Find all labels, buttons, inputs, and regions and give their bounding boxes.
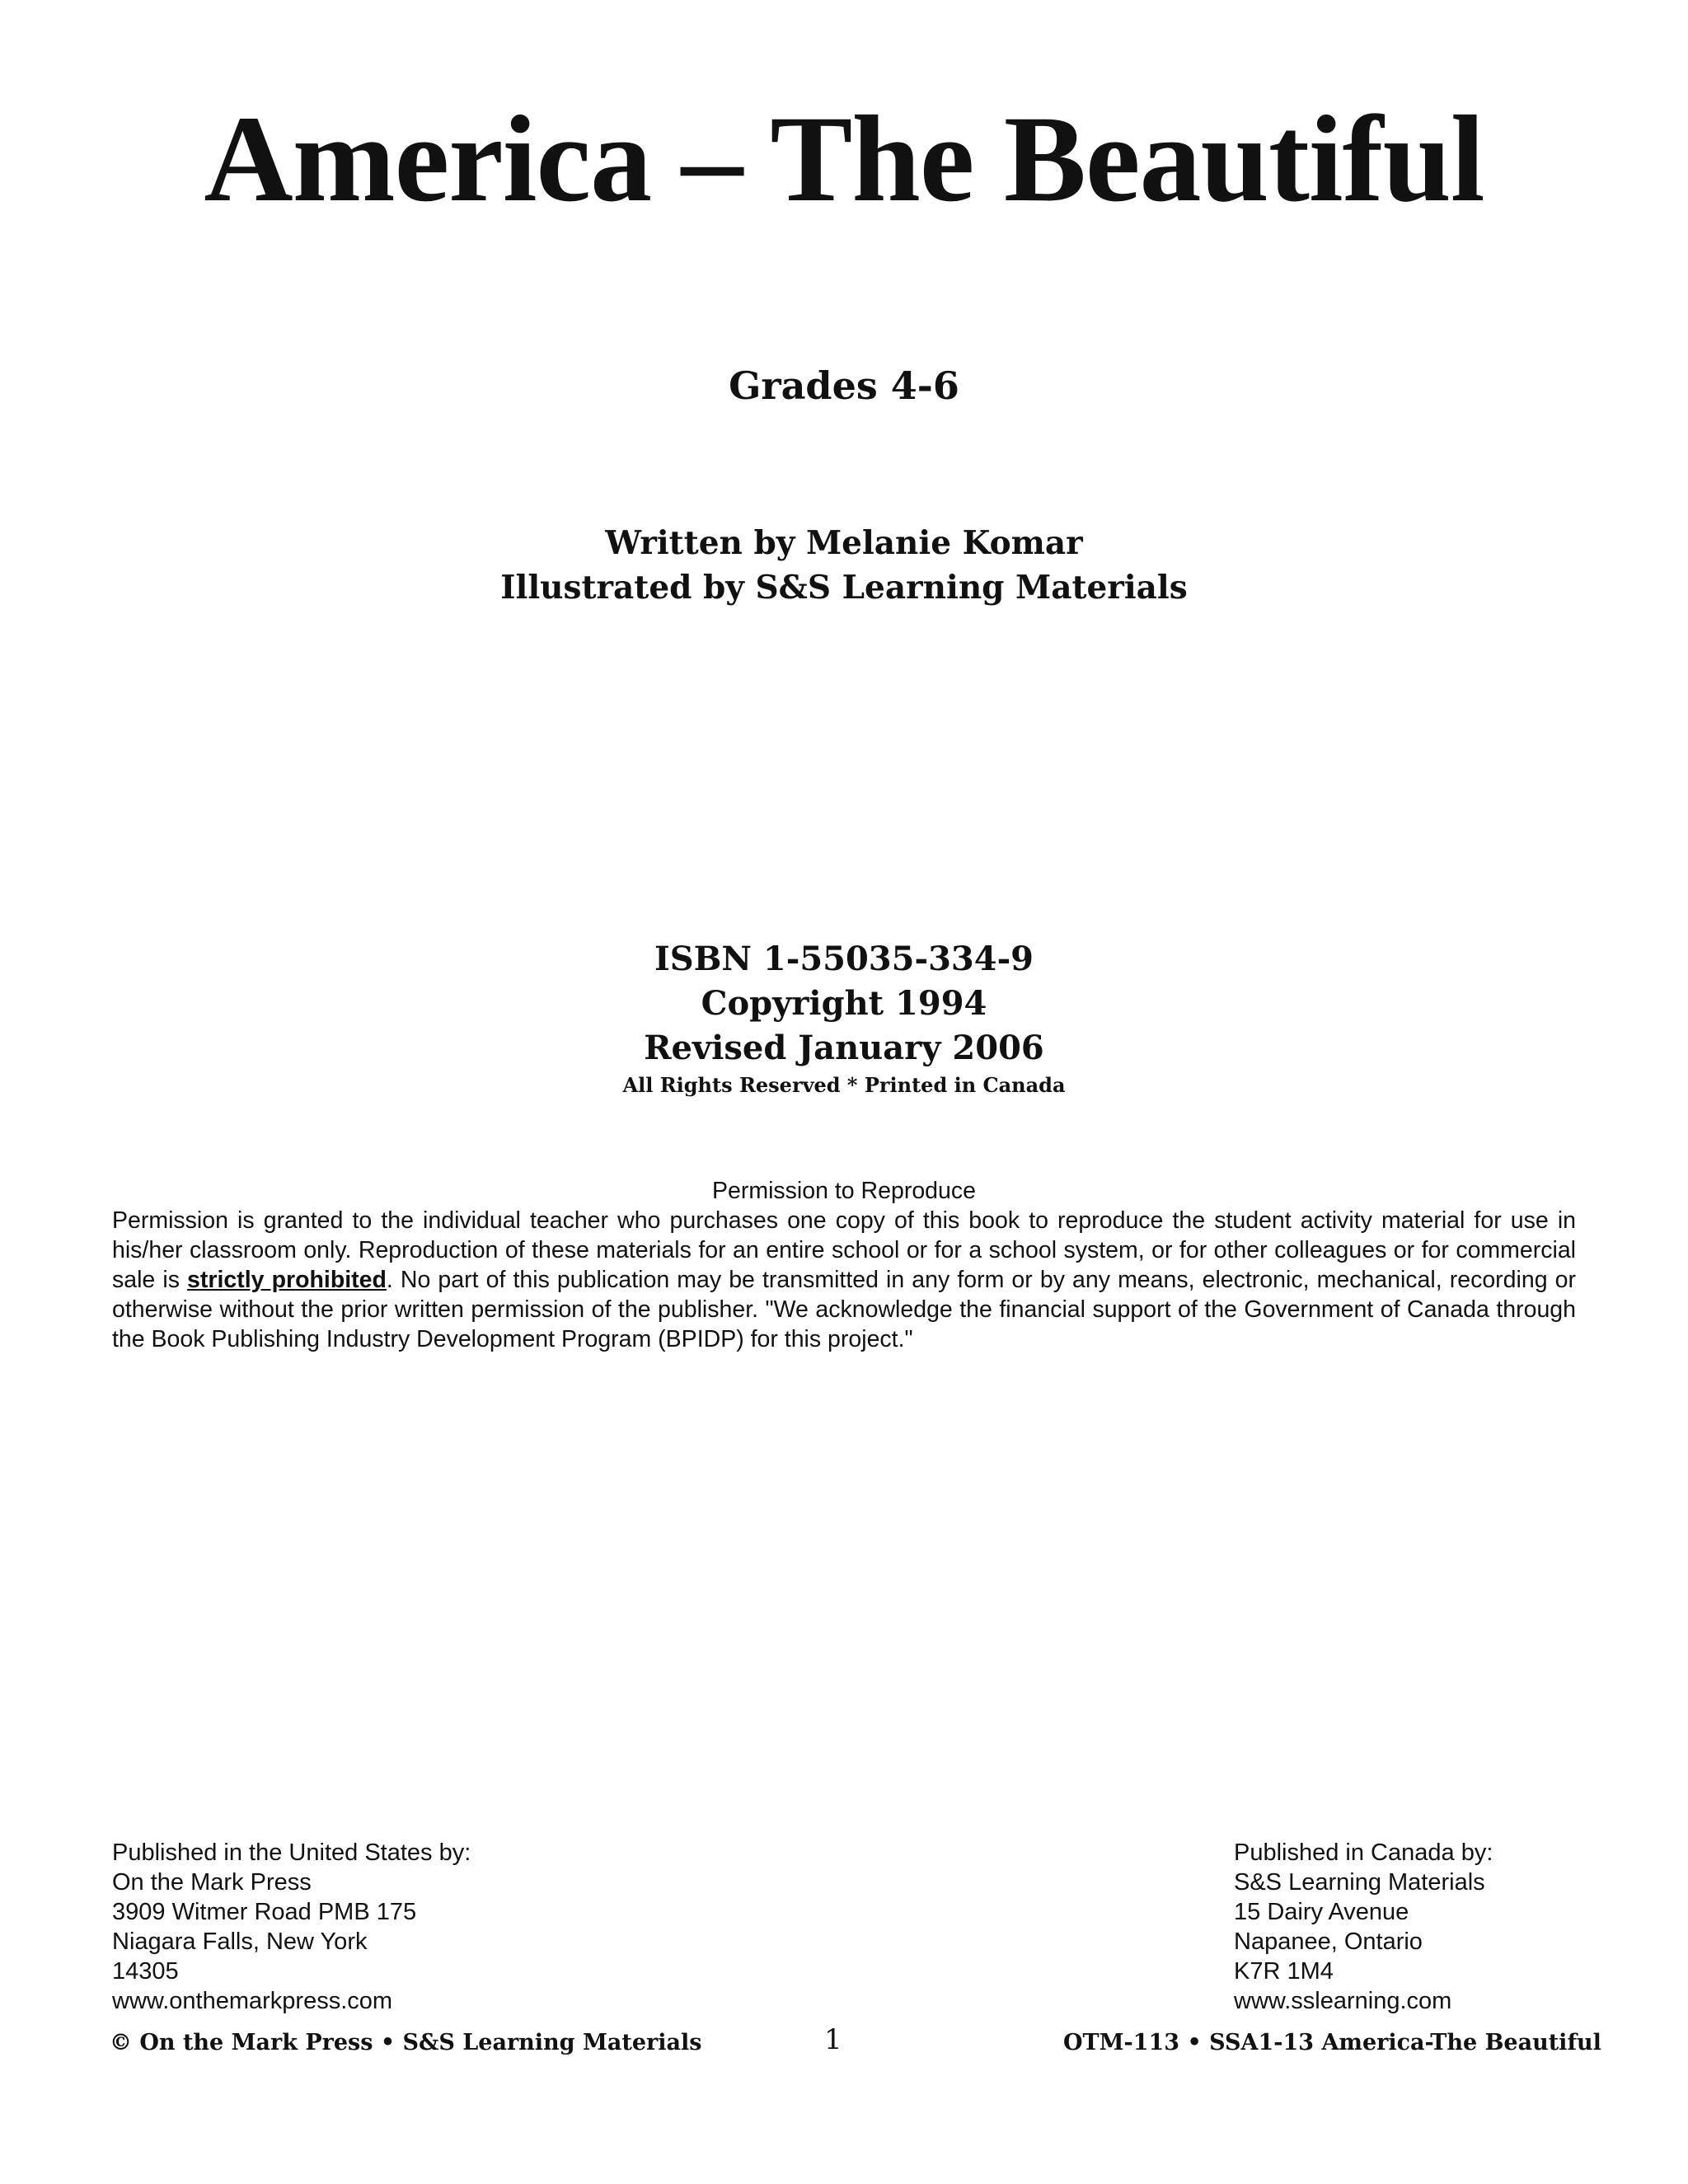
publisher-canada — [1234, 1838, 1646, 2016]
isbn: ISBN 1-55035-334-9 — [654, 940, 1034, 978]
publisher-us-name: On the Mark Press — [112, 1869, 312, 1896]
publisher-ca-name: S&S Learning Materials — [1234, 1869, 1485, 1896]
footer-product-code: OTM-113 • SSA1-13 America-The Beautiful — [1063, 2030, 1601, 2055]
permission-emphasis: strictly prohibited — [187, 1267, 387, 1293]
publisher-us-postal: 14305 — [112, 1958, 179, 1985]
grade-level: Grades 4-6 — [729, 363, 959, 408]
publisher-us-website: www.onthemarkpress.com — [112, 1988, 393, 2014]
illustrator-line: Illustrated by S&S Learning Materials — [500, 569, 1188, 607]
publisher-ca-postal: K7R 1M4 — [1234, 1958, 1334, 1985]
publication-info — [0, 937, 1688, 1100]
permission-text-end: . No part of this publication may be transmitted in any form or by any means, electronic, mechanical, recording or otherwise without the prior written permission of the publisher. "We acknowledge the financial support of the Government of Canada through the Book Publishing Industry Development Program (BPIDP) for this project." — [112, 1267, 1576, 1352]
publisher-ca-city: Napanee, Ontario — [1234, 1929, 1423, 1955]
permission-text-start: Permission is granted to the individual teacher who purchases one copy of this book to reproduce the student activity material for use in his/her classroom only. Reproduction of these materials for an entire school or for a school system, or for other colleagues or for commercial sale is — [112, 1207, 1576, 1293]
credits — [0, 521, 1688, 610]
publisher-ca-heading: Published in Canada by: — [1234, 1840, 1493, 1866]
author-line: Written by Melanie Komar — [605, 524, 1083, 562]
copyright-line: Copyright 1994 — [701, 984, 987, 1023]
publisher-us-street: 3909 Witmer Road PMB 175 — [112, 1899, 417, 1925]
permission-section — [112, 1176, 1576, 1354]
publisher-us — [112, 1838, 689, 2016]
book-title: America – The Beautiful — [204, 91, 1484, 227]
footer-copyright: © On the Mark Press • S&S Learning Materials — [110, 2030, 702, 2055]
rights-line: All Rights Reserved * Printed in Canada — [622, 1073, 1066, 1097]
publisher-ca-website: www.sslearning.com — [1234, 1988, 1452, 2014]
page-number: 1 — [824, 2023, 842, 2056]
publisher-ca-street: 15 Dairy Avenue — [1234, 1899, 1409, 1925]
permission-heading: Permission to Reproduce — [712, 1178, 976, 1204]
revised-line: Revised January 2006 — [644, 1029, 1044, 1067]
permission-text — [112, 1206, 1576, 1354]
publisher-us-city: Niagara Falls, New York — [112, 1929, 368, 1955]
publisher-us-heading: Published in the United States by: — [112, 1840, 471, 1866]
